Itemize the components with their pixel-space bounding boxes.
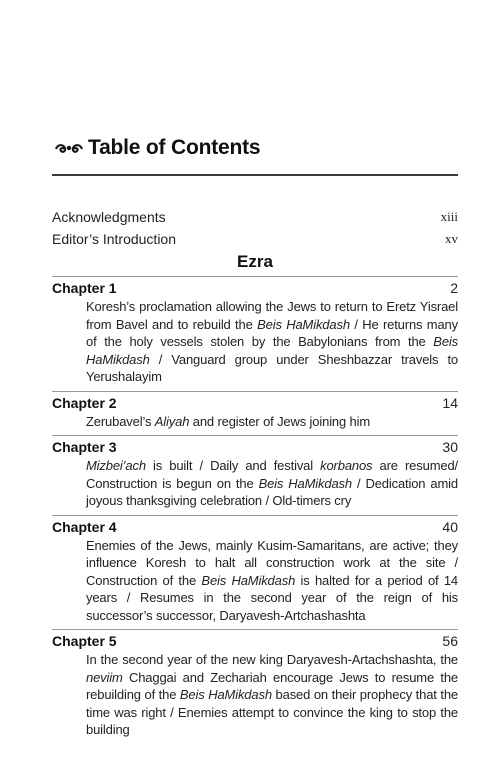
- chapter-list: [52, 276, 458, 744]
- chapter-page: 30: [442, 439, 458, 455]
- italic-term: Beis HaMikdash: [257, 316, 350, 332]
- chapter-entry[interactable]: [52, 391, 458, 431]
- chapter-entry[interactable]: [52, 276, 458, 386]
- chapter-description: [86, 413, 458, 431]
- description-text: and register of Jews joining him: [189, 413, 371, 429]
- description-text: Zerubavel’s: [86, 413, 155, 429]
- description-text: Enemies of the Jews, mainly Kusim-Samaritans, are active; they influence Koresh to halt all construction work at the site / Construction of the: [86, 537, 458, 588]
- description-text: is halted for a period of 14 years / Resumes in the second year of the reign of his successor’s successor, Daryavesh-Artchashashta: [86, 572, 459, 623]
- chapter-page: 56: [442, 633, 458, 649]
- chapter-page: 14: [442, 394, 458, 411]
- description-text: Koresh’s proclamation allowing the Jews to return to Eretz Yisrael from Bavel and to rebuild the: [86, 299, 458, 332]
- description-text: Chaggai and Zechariah encourage Jews to resume the rebuilding of the: [86, 669, 458, 702]
- toc-entry-editors-introduction[interactable]: [52, 231, 458, 247]
- chapter-description: [86, 537, 458, 625]
- chapter-title: Chapter 1: [52, 280, 117, 296]
- entry-title: Acknowledgments: [52, 209, 166, 225]
- description-text: based on their prophecy that the time was right / Enemies attempt to convince the king to stop the building: [86, 687, 458, 737]
- italic-term: Beis HaMikdash: [258, 475, 352, 491]
- description-text: In the second year of the new king Daryavesh-Artachshashta, the: [86, 652, 458, 667]
- book-title: Ezra: [237, 252, 273, 271]
- entry-page: xiii: [440, 209, 458, 224]
- entry-title: Editor’s Introduction: [52, 231, 176, 247]
- heading-rule: [52, 174, 458, 176]
- ornament-icon: [54, 140, 84, 156]
- chapter-entry[interactable]: [52, 515, 458, 625]
- italic-term: Aliyah: [154, 413, 190, 429]
- chapter-description: [86, 651, 458, 739]
- page-title: Table of Contents: [88, 136, 261, 159]
- description-text: is built / Daily and festival: [145, 458, 321, 473]
- chapter-title: Chapter 2: [52, 394, 117, 411]
- italic-term: Beis HaMikdash: [86, 334, 458, 367]
- chapter-title: Chapter 5: [52, 633, 117, 649]
- chapter-description: [86, 457, 458, 510]
- toc-heading: [54, 136, 260, 160]
- chapter-entry[interactable]: [52, 435, 458, 510]
- description-text: are resumed/ Construction is begun on the: [86, 458, 458, 491]
- chapter-entry[interactable]: [52, 629, 458, 739]
- italic-term: korbanos: [320, 458, 373, 473]
- italic-term: Beis HaMikdash: [201, 572, 296, 588]
- toc-entry-acknowledgments[interactable]: [52, 209, 458, 225]
- chapter-page: 40: [442, 518, 458, 535]
- description-text: / Vanguard group under Sheshbazzar travels to Yerushalayim: [86, 351, 458, 384]
- italic-term: Beis HaMikdash: [179, 687, 272, 702]
- description-text: / Dedication amid joyous thanksgiving celebration / Old-timers cry: [86, 475, 458, 508]
- chapter-title: Chapter 4: [52, 518, 117, 535]
- chapter-title: Chapter 3: [52, 439, 117, 455]
- chapter-page: 2: [450, 280, 458, 296]
- italic-term: Mizbei’ach: [86, 458, 146, 473]
- italic-term: neviim: [86, 669, 123, 685]
- description-text: / He returns many of the holy vessels stolen by the Babylonians from the: [86, 316, 458, 349]
- entry-page: xv: [445, 231, 458, 246]
- chapter-description: [86, 298, 458, 386]
